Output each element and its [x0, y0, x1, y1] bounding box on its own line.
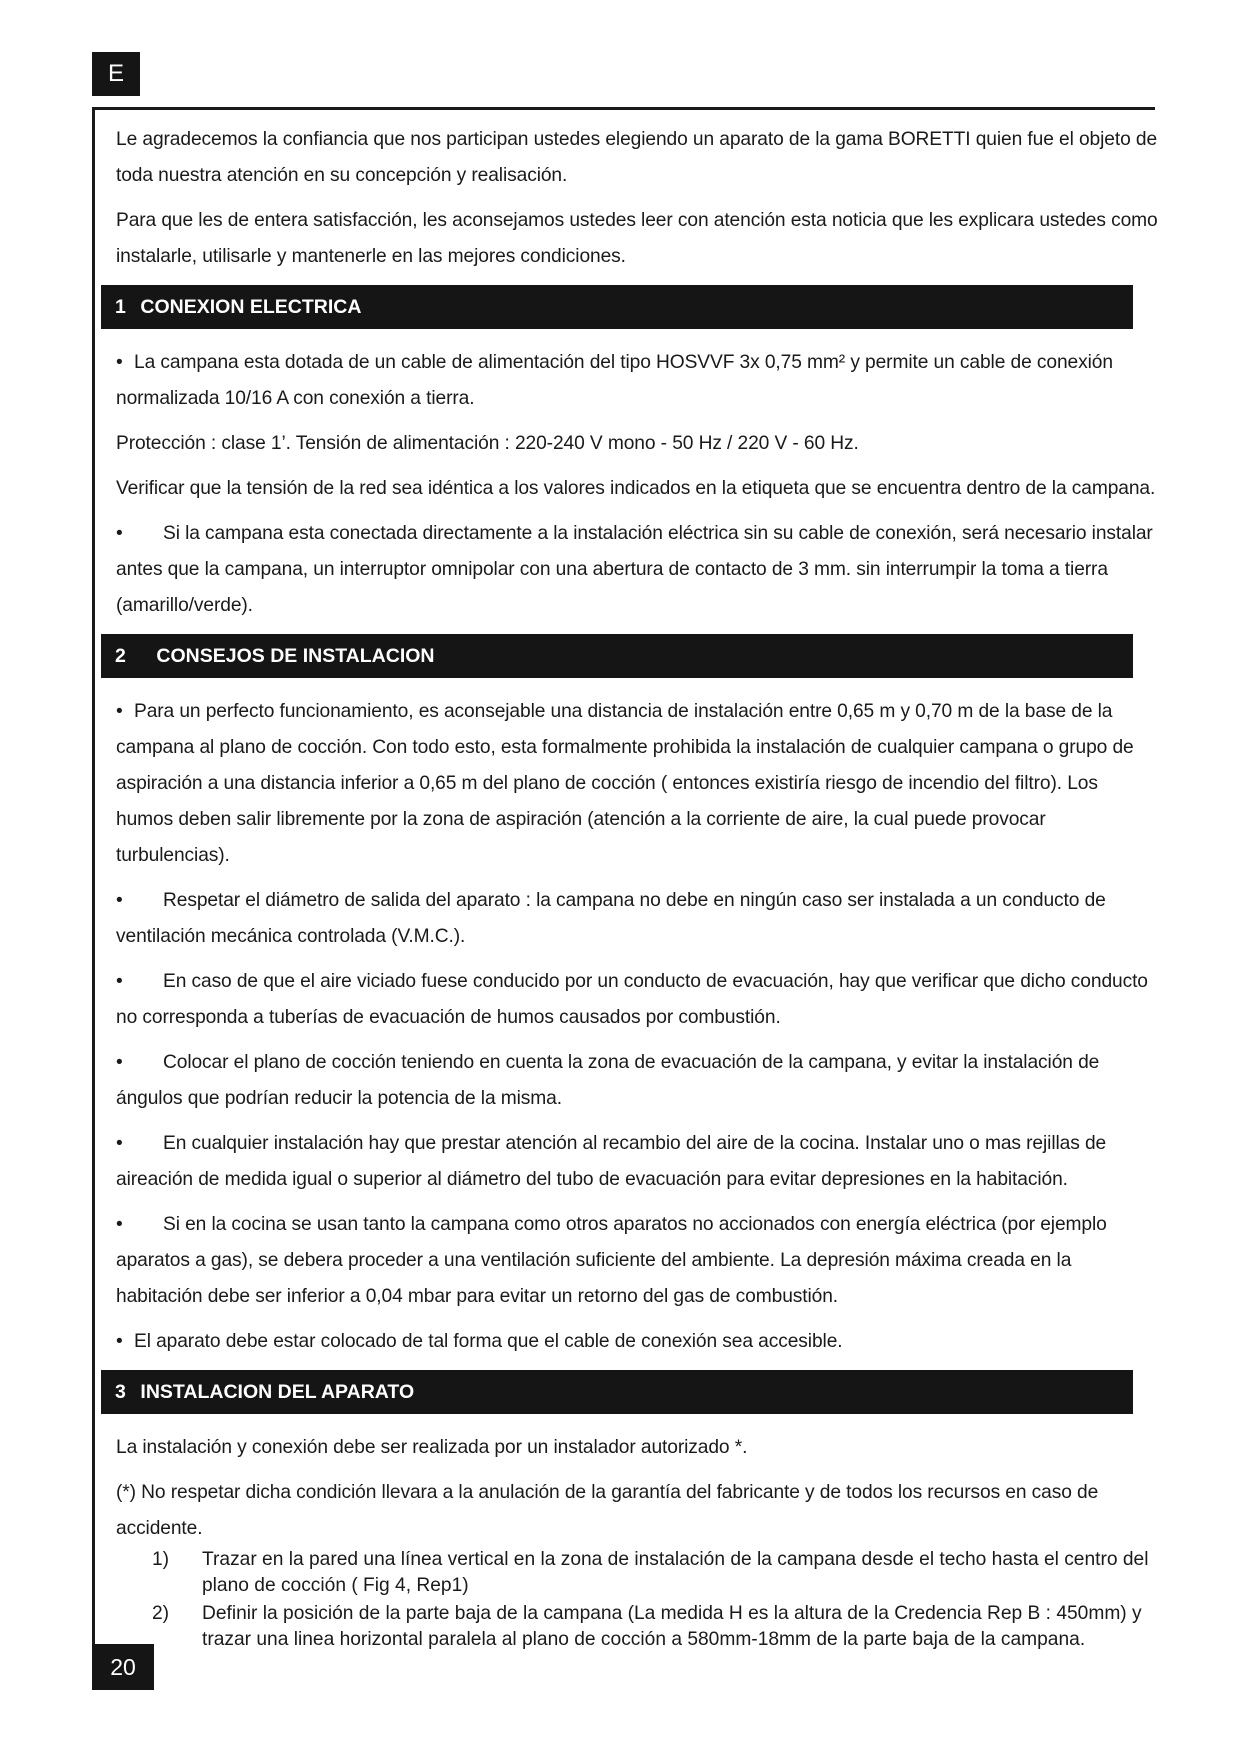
- section-1-verify: Verificar que la tensión de la red sea idéntica a los valores indicados en la etiqueta que se encuentra dentro de la campana.: [116, 478, 1156, 499]
- page-content: [116, 122, 1158, 1655]
- top-rule: [92, 107, 1155, 110]
- bullet-mark: •: [116, 1331, 123, 1352]
- left-rule: [92, 107, 95, 1647]
- section-3-title: INSTALACION DEL APARATO: [140, 1381, 415, 1403]
- bullet-mark: •: [116, 1214, 123, 1235]
- section-1-number: 1: [115, 296, 126, 318]
- section-3-header: [101, 1370, 1133, 1414]
- section-2-bullet-4: • Colocar el plano de cocción teniendo en cuenta la zona de evacuación de la campana, y evitar la instalación de ángulos que podrían reducir la potencia de la misma.: [116, 1045, 1158, 1117]
- section-2-bullet-3: • En caso de que el aire viciado fuese conducido por un conducto de evacuación, hay que verificar que dicho conducto no corresponda a tuberías de evacuación de humos causados por combustión.: [116, 964, 1158, 1036]
- section-2-number: 2: [115, 645, 126, 667]
- section-2-title: CONSEJOS DE INSTALACION: [156, 645, 435, 667]
- section-3-warranty-note: (*) No respetar dicha condición llevara a la anulación de la garantía del fabricante y de todos los recursos en caso de accidente.: [116, 1482, 1099, 1539]
- bullet-mark: •: [116, 523, 123, 544]
- section-2-bullet-1: • Para un perfecto funcionamiento, es aconsejable una distancia de instalación entre 0,65 m y 0,70 m de la base de la campana al plano de cocción. Con todo esto, esta formalmente prohibida la instalación de cualquier campana o grupo de aspiración a una distancia inferior a 0,65 m del plano de cocción ( entonces existiría riesgo de incendio del filtro). Los humos deben salir libremente por la zona de aspiración (atención a la corriente de aire, la cual puede provocar turbulencias).: [116, 694, 1158, 874]
- installation-step: 2) Definir la posición de la parte baja de la campana (La medida H es la altura de la Credencia Rep B : 450mm) y trazar una linea horizontal paralela al plano de cocción a 580mm-18mm de la parte baja de la campana.: [152, 1603, 1142, 1650]
- page-number: 20: [92, 1644, 154, 1690]
- section-1-bullet-1: • La campana esta dotada de un cable de alimentación del tipo HOSVVF 3x 0,75 mm² y permite un cable de conexión normalizada 10/16 A con conexión a tierra.: [116, 345, 1158, 417]
- section-2-bullet-6: • Si en la cocina se usan tanto la campana como otros aparatos no accionados con energía eléctrica (por ejemplo aparatos a gas), se debera proceder a una ventilación suficiente del ambiente. La depresión máxima creada en la habitación debe ser inferior a 0,04 mbar para evitar un retorno del gas de combustión.: [116, 1207, 1158, 1315]
- section-2-header: [101, 634, 1133, 678]
- installation-step: 1) Trazar en la pared una línea vertical en la zona de instalación de la campana desde el techo hasta el centro del plano de cocción ( Fig 4, Rep1): [152, 1549, 1149, 1596]
- section-2-bullet-2: • Respetar el diámetro de salida del aparato : la campana no debe en ningún caso ser instalada a un conducto de ventilación mecánica controlada (V.M.C.).: [116, 883, 1158, 955]
- section-3-number: 3: [115, 1381, 126, 1403]
- bullet-mark: •: [116, 1133, 123, 1154]
- section-1-header: [101, 285, 1133, 329]
- section-1-title: CONEXION ELECTRICA: [140, 296, 362, 318]
- bullet-mark: •: [116, 701, 123, 722]
- section-1-protection: Protección : clase 1’. Tensión de alimentación : 220-240 V mono - 50 Hz / 220 V - 60 Hz.: [116, 433, 859, 454]
- intro-paragraph-2: Para que les de entera satisfacción, les aconsejamos ustedes leer con atención esta noticia que les explicara ustedes como instalarle, utilisarle y mantenerle en las mejores condiciones.: [116, 210, 1158, 267]
- bullet-mark: •: [116, 890, 123, 911]
- installation-steps: [116, 1547, 1158, 1653]
- section-1-bullet-2: • Si la campana esta conectada directamente a la instalación eléctrica sin su cable de conexión, será necesario instalar antes que la campana, un interruptor omnipolar con una abertura de contacto de 3 mm. sin interrumpir la toma a tierra (amarillo/verde).: [116, 516, 1158, 624]
- bullet-mark: •: [116, 352, 123, 373]
- section-3-installer: La instalación y conexión debe ser realizada por un instalador autorizado *.: [116, 1437, 748, 1458]
- bullet-mark: •: [116, 971, 123, 992]
- section-2-bullet-7: • El aparato debe estar colocado de tal forma que el cable de conexión sea accesible.: [116, 1324, 1158, 1360]
- bullet-mark: •: [116, 1052, 123, 1073]
- section-2-bullet-5: • En cualquier instalación hay que prestar atención al recambio del aire de la cocina. Instalar uno o mas rejillas de aireación de medida igual o superior al diámetro del tubo de evacuación para evitar depresiones en la habitación.: [116, 1126, 1158, 1198]
- intro-paragraph-1: Le agradecemos la confiancia que nos participan ustedes elegiendo un aparato de la gama BORETTI quien fue el objeto de toda nuestra atención en su concepción y realisación.: [116, 129, 1158, 186]
- language-tab: E: [92, 52, 140, 96]
